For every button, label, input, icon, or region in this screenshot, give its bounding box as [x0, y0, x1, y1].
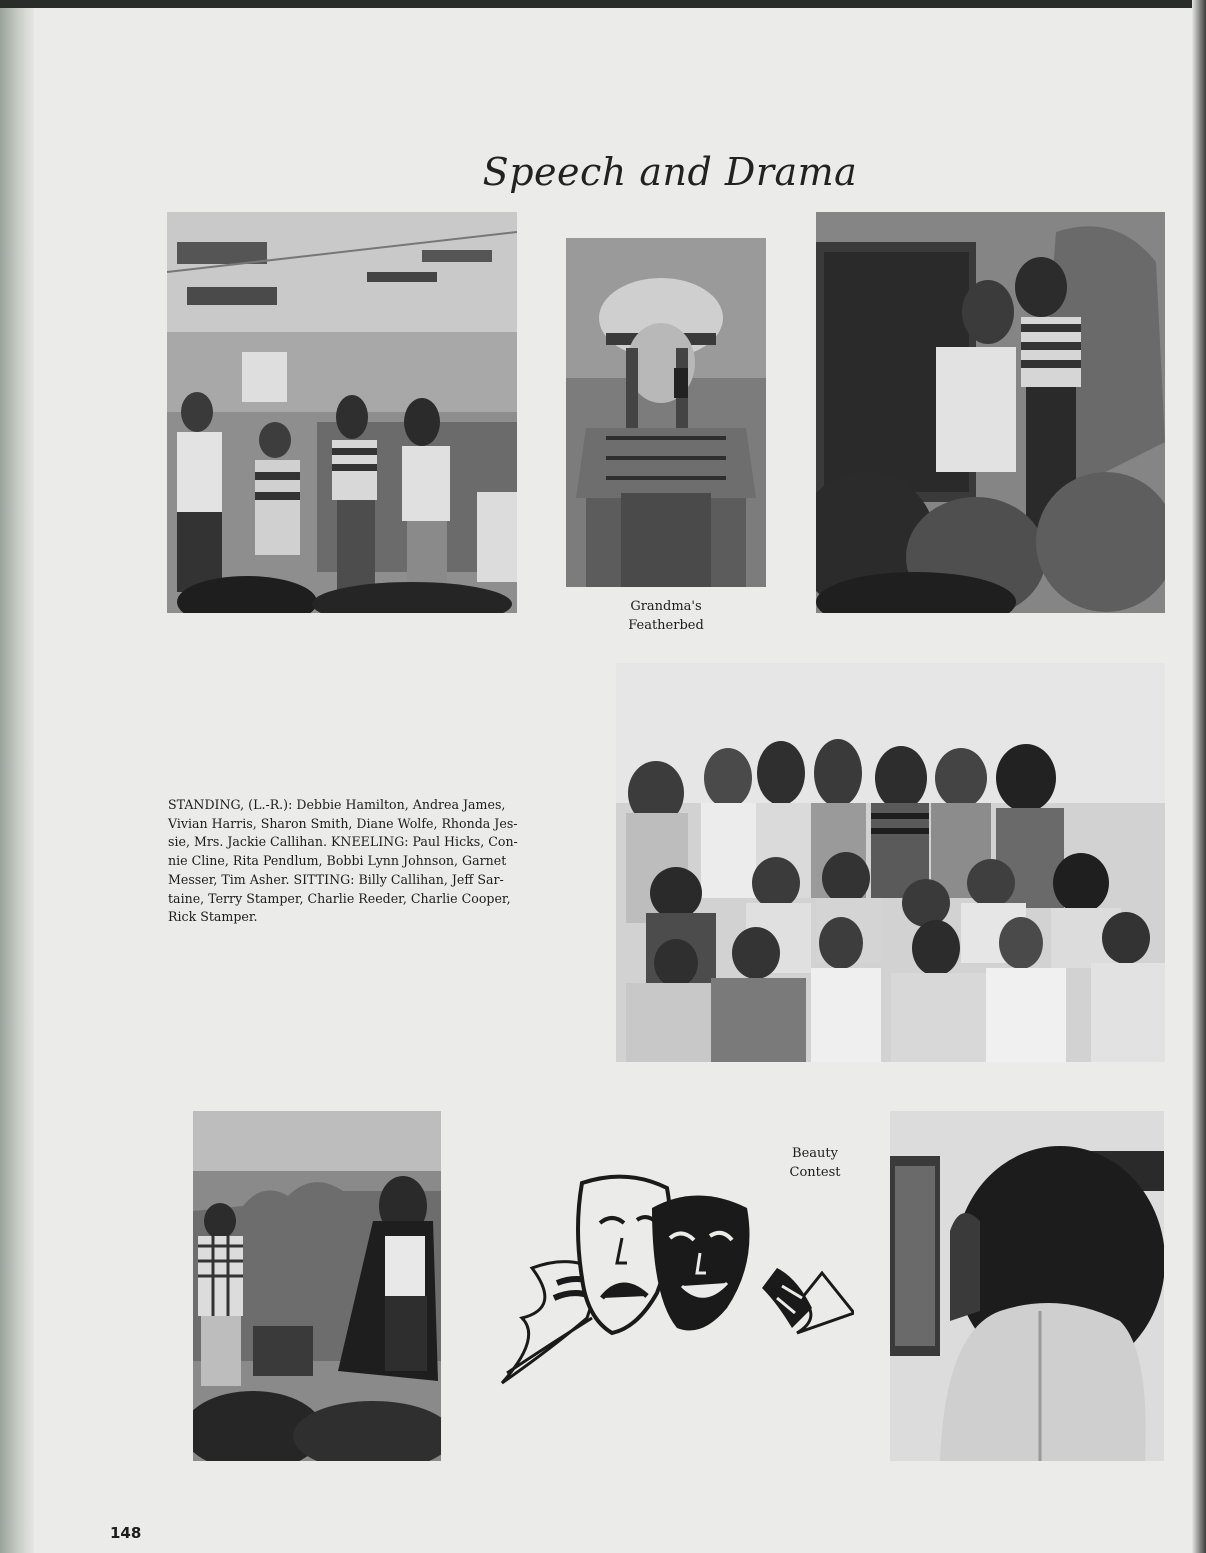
- photo-stage-group: [167, 212, 517, 613]
- group-caption-line: Vivian Harris, Sharon Smith, Diane Wolfe, Rhonda Jes-: [168, 815, 518, 831]
- scan-right-edge: [1192, 0, 1206, 1553]
- photo-club-group: [616, 663, 1165, 1062]
- group-caption-line: Messer, Tim Asher. SITTING: Billy Callihan, Jeff Sar-: [168, 871, 504, 887]
- group-caption-line: Rick Stamper.: [168, 909, 258, 925]
- comedy-tragedy-masks-icon: [492, 1168, 854, 1392]
- caption-beauty-contest: [770, 1144, 860, 1182]
- page-number: 148: [110, 1524, 142, 1542]
- group-caption: [168, 796, 568, 927]
- caption-line: Featherbed: [628, 618, 704, 633]
- group-caption-line: nie Cline, Rita Pendlum, Bobbi Lynn Johnson, Garnet: [168, 853, 507, 869]
- scan-top-edge: [0, 0, 1206, 8]
- caption-line: Beauty: [792, 1146, 838, 1161]
- caption-line: Contest: [789, 1165, 841, 1180]
- group-caption-line: taine, Terry Stamper, Charlie Reeder, Charlie Cooper,: [168, 890, 511, 906]
- photo-beauty-contest: [890, 1111, 1164, 1461]
- caption-line: Grandma's: [630, 599, 702, 614]
- group-caption-line: sie, Mrs. Jackie Callihan. KNEELING: Paul Hicks, Con-: [168, 834, 518, 850]
- caption-grandmas-featherbed: [596, 597, 736, 635]
- group-caption-line: STANDING, (L.-R.): Debbie Hamilton, Andrea James,: [168, 797, 506, 812]
- photo-stage-cape: [193, 1111, 441, 1461]
- page-title: Speech and Drama: [482, 150, 858, 194]
- photo-two-performers: [816, 212, 1165, 613]
- photo-grandmas-featherbed: [566, 238, 766, 587]
- book-binding-shadow: [0, 0, 34, 1553]
